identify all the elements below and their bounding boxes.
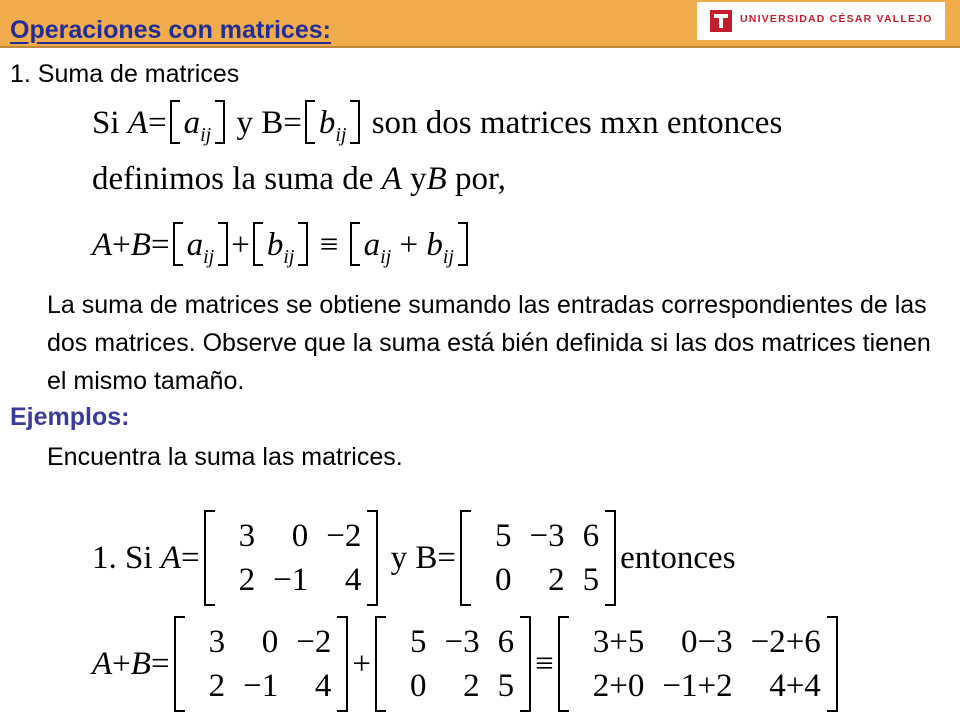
matrix-entry: 0 [409,667,427,704]
matrix-entry: 4 [314,667,332,704]
y-text: y [410,161,427,197]
var-a: A [92,227,113,263]
example-1-statement: 1. Si A = 3 0 −2 2 −1 4 y B = 5 −3 6 0 2 5 entonces [92,512,736,604]
entonces-text: entonces [620,539,736,576]
ucv-logo-icon [710,10,732,32]
matrix-b [375,618,531,710]
section-heading: 1. Suma de matrices [10,60,240,88]
matrix-entry: 5 [582,561,600,598]
matrix-entries [215,514,368,602]
matrix-entry: 0−3 [680,623,733,660]
var-b: B [130,645,151,682]
matrix-entry: 4+4 [769,667,821,704]
subscript-ij: ij [335,124,347,146]
matrix-entry: −2 [326,517,362,554]
right-bracket [350,100,360,144]
subscript-ij: ij [200,124,212,146]
var-a: A [381,161,402,197]
matrix-a [204,512,379,604]
entry-a: a [183,105,201,141]
y-text: y [236,105,253,141]
left-bracket [173,222,183,266]
left-bracket [350,222,360,266]
left-bracket [253,222,263,266]
matrix-entry: −1 [273,561,309,598]
entry-a: a [186,227,204,263]
subscript-ij: ij [380,246,392,268]
var-a: A [160,539,181,576]
matrix-entry: 3 [238,517,256,554]
page-title: Operaciones con matrices: [10,16,331,44]
matrix-entry: −2 [296,623,332,660]
matrix-entries [185,620,338,708]
matrix-entry: 4 [344,561,362,598]
matrix-entry: 2 [463,667,480,704]
matrix-entry: 6 [582,517,600,554]
definition-line-2 [92,163,506,196]
var-a: A [92,645,113,682]
entry-b: b [266,227,284,263]
header-band [0,0,960,48]
subscript-ij: ij [442,246,454,268]
matrix-entry: −1 [243,667,279,704]
si-text: Si [92,105,120,141]
matrix-entry: 0 [261,623,279,660]
matrix-entry: −3 [444,623,480,660]
matrix-entry: 2 [208,667,226,704]
definition-text: definimos la suma de [92,161,374,197]
matrix-entry: 5 [497,667,515,704]
entry-b: b [426,227,443,263]
matrix-entry: 0 [494,561,512,598]
matrix-a [174,618,349,710]
examples-heading: Ejemplos: [10,403,130,431]
var-a: A [127,105,148,141]
y-text: y [390,539,408,576]
examples-prompt: Encuentra la suma las matrices. [47,443,403,471]
matrix-entry: 3 [208,623,226,660]
subscript-ij: ij [283,246,295,268]
right-bracket [298,222,308,266]
example-1-sum: A + B = 3 0 −2 2 −1 4 + 5 −3 6 0 2 5 ≡ 3+5 0−3 −2+6 2+0 −1+2 4+4 [92,618,842,710]
entry-a: a [363,227,381,263]
left-bracket [170,100,180,144]
right-bracket [215,100,225,144]
matrix-entry: 3+5 [592,623,645,660]
matrix-entry: 2+0 [592,667,645,704]
matrix-entries [386,620,520,708]
definition-line-1: Si $A= a_{ij}$ y $B= b_{ij}$ son dos matrices mxn entonces [92,100,782,144]
definition-tail: por, [454,161,506,197]
explanation-paragraph: La suma de matrices se obtiene sumando las entradas correspondientes de las dos matrices. Observe que la suma está bién definida si las dos matrices tienen el mismo tamaño. [47,291,931,395]
matrix-entry: 5 [494,517,512,554]
sum-formula: $A+B= a_{ij} + b_{ij} \equiv a_{ij} + b_{ij}$ [92,222,471,266]
matrix-entries [569,620,827,708]
matrix-entry: −3 [529,517,565,554]
matrix-entry: 0 [291,517,309,554]
matrix-entry: 2 [238,561,256,598]
var-b: B [130,227,151,263]
var-b: B [261,105,284,141]
matrix-entry: −2+6 [750,623,821,660]
subscript-ij: ij [203,246,215,268]
matrix-entry: 6 [497,623,515,660]
definition-tail: son dos matrices mxn entonces [371,105,783,141]
matrix-entry: −1+2 [662,667,733,704]
matrix-b [460,512,616,604]
university-logo [697,2,945,40]
right-bracket [458,222,468,266]
entry-b: b [318,105,336,141]
example-number: 1. [92,539,117,576]
matrix-entry: 2 [548,561,565,598]
left-bracket [305,100,315,144]
matrix-entry: 5 [409,623,427,660]
si-text: Si [125,539,153,576]
matrix-entries [471,514,605,602]
var-b: B [426,161,447,197]
matrix-sum [558,618,838,710]
var-b: B [415,539,438,576]
logo-text: UNIVERSIDAD CÉSAR VALLEJO [740,13,933,25]
right-bracket [218,222,228,266]
